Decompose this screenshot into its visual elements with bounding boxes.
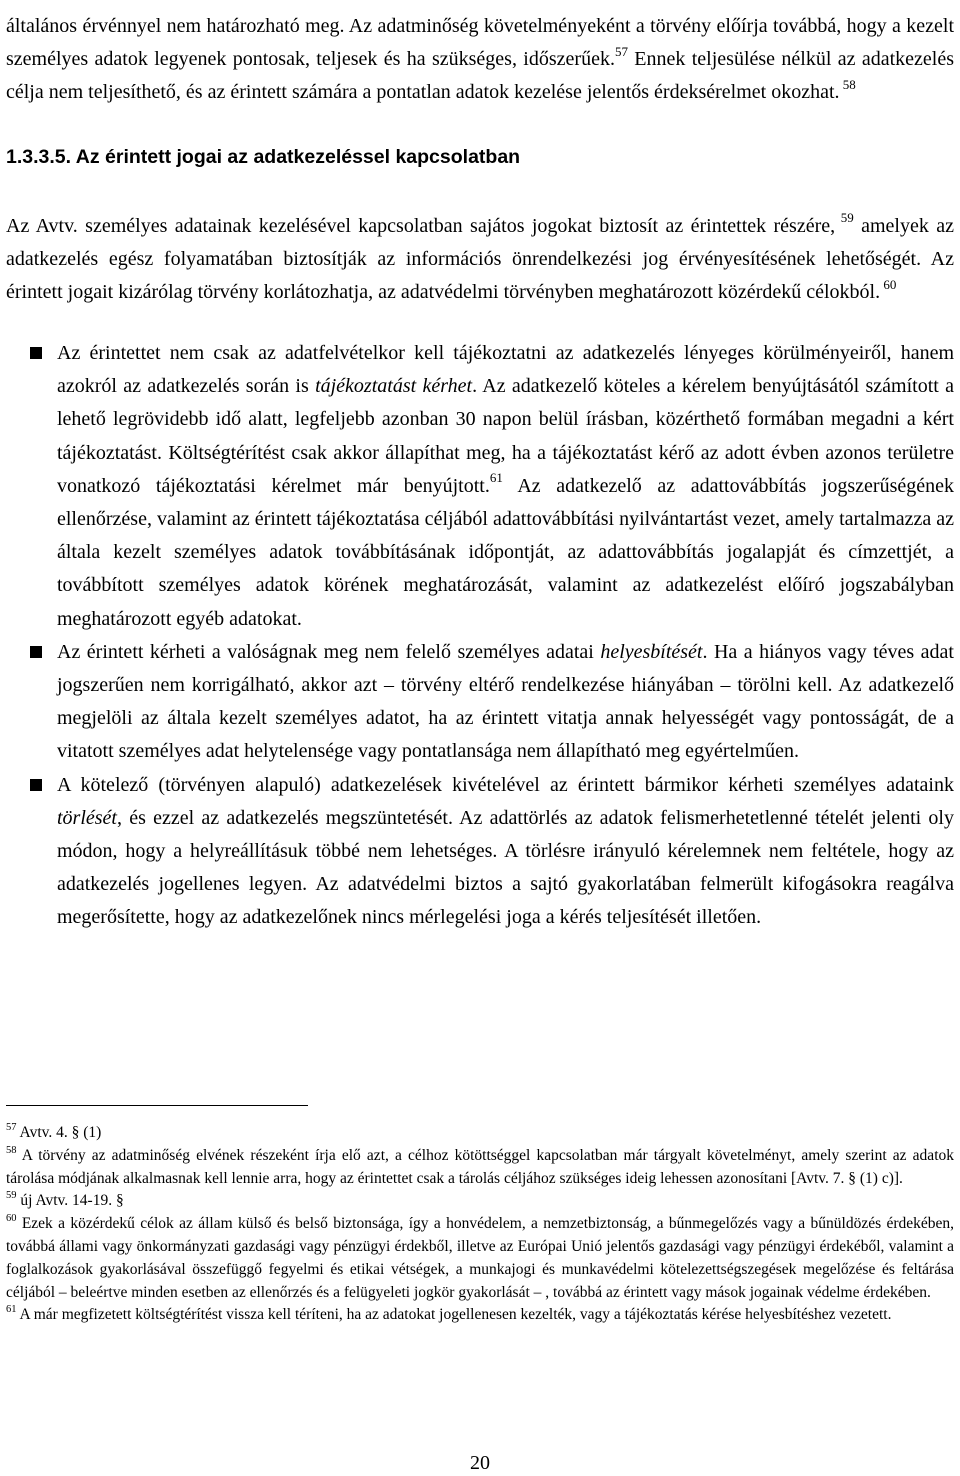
paragraph-text: általános érvénnyel nem határozható meg. Az adatminőség követelményeként a törvény előírja továbbá, hogy a kezelt személyes adatok legyenek pontosak, teljesek és ha szükséges, időszerűek. [6, 15, 954, 71]
bullet-text: Az érintett kérheti a valóságnak meg nem felelő személyes adatai [57, 640, 601, 663]
footnote-number: 58 [6, 1144, 17, 1156]
emphasis-text: tájékoztatást kérhet [315, 375, 473, 398]
footnote-ref-57[interactable]: 57 [614, 43, 628, 59]
footnote-ref-60[interactable]: 60 [880, 276, 897, 292]
bullet-text: Az adatkezelő az adattovábbítás jogszerűségének ellenőrzése, valamint az érintett tájékoztatása céljából adattovábbítási nyilvántartást vezet, amely tartalmazza az általa kezelt személyes adatok továbbításának időpontját, az adattovábbítás jogalapját és címzettjét, a továbbított személyes adatok körének meghatározását, valamint az adatkezelést előíró jogszabályban meghatározott egyéb adatokat. [57, 474, 955, 630]
footnote-number: 59 [6, 1190, 17, 1202]
footnote-text: A már megfizetett költségtérítést vissza kell téríteni, ha az adatokat jogellenesen kezelték, vagy a tájékoztatás kérése helyesbítéshez vezetett. [16, 1306, 892, 1324]
section-title: Az érintett jogai az adatkezeléssel kapcsolatban [71, 146, 521, 168]
footnote-57 [6, 1122, 954, 1145]
footnote-60 [6, 1213, 954, 1304]
paragraph-text: amelyek az adatkezelés egész folyamatában biztosítják az információs önrendelkezési jog érvényesítésének lehetőségét. Az érintett jogait kizárólag törvény korlátozhatja, az adatvédelmi törvényben meghatározott közérdekű célokból. [6, 215, 954, 304]
footnotes [6, 1122, 954, 1327]
footnote-number: 61 [6, 1304, 17, 1316]
emphasis-text: törlését [57, 806, 117, 829]
footnote-ref-61[interactable]: 61 [489, 470, 503, 486]
bullet-item-information [0, 337, 954, 636]
bullet-text: A kötelező (törvényen alapuló) adatkezelések kivételével az érintett bármikor kérheti személyes adataink [57, 773, 954, 796]
footnote-text: új Avtv. 14-19. § [16, 1192, 124, 1210]
footnote-61 [6, 1304, 954, 1327]
footnote-number: 57 [6, 1121, 17, 1133]
footnote-59 [6, 1190, 954, 1213]
footnote-text: A törvény az adatminőség elvének részeként írja elő azt, a célhoz kötöttséggel kapcsolatban már tárgyalt követelményt, amely szerint az adatok tárolása módjának alkalmasnak kell lennie arra, hogy az érintettet csak a tárolás céljához szükséges ideig lehessen azonosítani [Avtv. 7. § (1) c)]. [6, 1146, 954, 1187]
square-bullet-icon [30, 779, 42, 791]
section-heading [6, 146, 520, 169]
footnote-separator [6, 1105, 308, 1106]
bullet-text: , és ezzel az adatkezelés megszüntetését. Az adattörlés az adatok felismerhetetlenné tételét jelenti oly módon, hogy a helyreállításuk többé nem lehetséges. A törlésre irányuló kérelemnek nem feltétele, hogy az adatkezelés jogellenes legyen. Az adatvédelmi biztos a sajtó gyakorlatában felmerült kifogásokra reagálva megerősítette, hogy az adatkezelőnek nincs mérlegelési joga a kérés teljesítését illetően. [57, 806, 954, 929]
bullet-text: Az érintettet nem csak az adatfelvételkor kell tájékoztatni az adatkezelés lényeges körülményeiről, hanem azokról az adatkezelés során is [57, 342, 954, 398]
bullet-item-rectification [0, 636, 954, 769]
paragraph-data-quality [6, 10, 954, 110]
page-number: 20 [470, 1452, 490, 1474]
rights-bullet-list [0, 337, 954, 935]
paragraph-rights-intro [6, 210, 954, 310]
section-number: 1.3.3.5. [6, 146, 72, 168]
bullet-text: . Ha a hiányos vagy téves adat jogszerűen nem korrigálható, akkor azt – törvény eltérő rendelkezése hiányában – törölni kell. Az adatkezelő megjelöli az általa kezelt személyes adatot, ha az érintett vitatja annak helyességét vagy pontosságát, de a vitatott személyes adat helytelensége vagy pontatlansága nem állapítható meg egyértelműen. [57, 640, 954, 763]
footnote-58 [6, 1145, 954, 1191]
square-bullet-icon [30, 347, 42, 359]
emphasis-text: helyesbítését [600, 640, 703, 663]
footnote-text: Ezek a közérdekű célok az állam külső és belső biztonsága, így a honvédelem, a nemzetbiztonság, a bűnmegelőzés vagy a bűnüldözés érdekében, továbbá állami vagy önkormányzati gazdasági vagy pénzügyi érdekből, illetve az Európai Unió jelentős gazdasági vagy pénzügyi érdekéből, valamint a foglalkozások gyakorlásával összefüggő fegyelmi és etikai vétségek, a munkajogi és munkavédelmi kötelezettségszegések megelőzése és feltárása céljából – beleértve minden esetben az ellenőrzés és a felügyeleti jogkör gyakorlását – , továbbá az érintett vagy mások jogainak védelme érdekében. [6, 1215, 954, 1301]
bullet-item-erasure [0, 769, 954, 935]
footnote-text: Avtv. 4. § (1) [16, 1124, 102, 1141]
paragraph-text: Az Avtv. személyes adatainak kezelésével kapcsolatban sajátos jogokat biztosít az érintettek részére, [6, 215, 836, 237]
footnote-ref-58[interactable]: 58 [839, 76, 856, 92]
footnote-ref-59[interactable]: 59 [835, 210, 854, 226]
footnote-number: 60 [6, 1213, 17, 1225]
square-bullet-icon [30, 646, 42, 658]
paragraph-text: Ennek teljesülése nélkül az adatkezelés célja nem teljesíthető, és az érintett számára a pontatlan adatok kezelése jelentős érdeksérelmet okozhat. [6, 48, 955, 104]
bullet-text: . Az adatkezelő köteles a kérelem benyújtásától számított a lehető legrövidebb idő alatt, legfeljebb azonban 30 napon belül írásban, közérthető formában megadni a kért tájékoztatást. Költségtérítést csak akkor állapíthat meg, ha a tájékoztatást kérő az adott évben azonos területre vonatkozó tájékoztatási kérelmet már benyújtott. [57, 375, 955, 497]
